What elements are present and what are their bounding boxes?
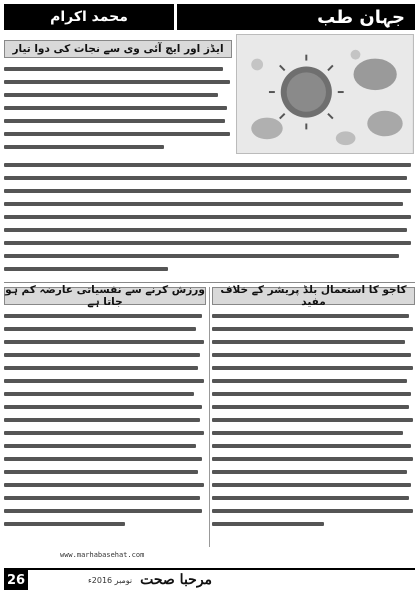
author-name: محمد اکرام — [4, 4, 174, 30]
top-article-body-lower — [4, 158, 415, 280]
magazine-brand: مرحبا صحت — [140, 572, 213, 588]
section-title: جہان طب — [174, 4, 415, 30]
top-article-body-upper — [4, 62, 232, 154]
cashew-article-body — [212, 309, 415, 547]
issue-date: نومبر 2016ء — [88, 575, 133, 585]
page-number: 26 — [4, 570, 28, 590]
headline-top-article: ایڈز اور ایچ آئی وی سے نجات کی دوا تیار — [4, 40, 232, 58]
website-url: www.marhabasehat.com — [60, 551, 145, 559]
virus-illustration — [236, 34, 414, 154]
page-header — [4, 4, 415, 30]
virus-image — [237, 35, 413, 153]
page-footer — [4, 568, 415, 590]
exercise-article-body — [4, 309, 206, 547]
headline-cashew-article: کاجو کا استعمال بلڈ پریشر کے خلاف مفید — [212, 287, 415, 305]
headline-exercise-article: ورزش کرنے سے نفسیاتی عارضہ کم ہو جاتا ہے — [5, 284, 205, 308]
